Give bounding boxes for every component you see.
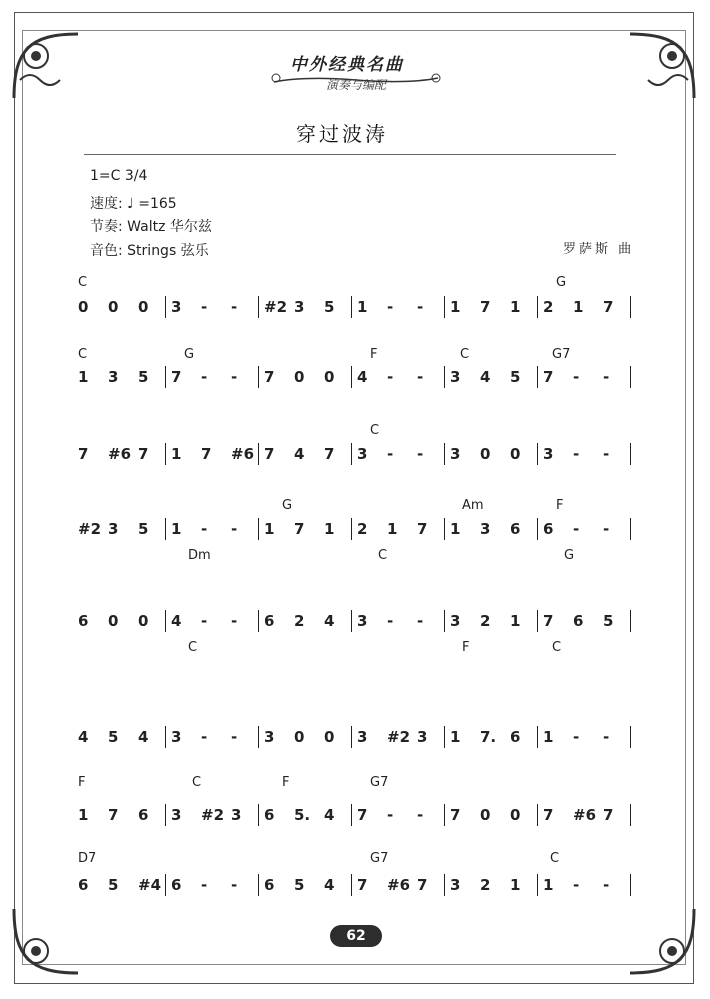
note: 2 — [543, 298, 554, 316]
bar-line — [258, 366, 259, 388]
bar-line — [258, 804, 259, 826]
note: 4 — [171, 612, 182, 630]
bar-line — [258, 610, 259, 632]
tempo-label: 速度: — [90, 196, 123, 212]
tempo — [90, 193, 177, 213]
note: #6 — [231, 445, 255, 463]
note: 3 — [108, 520, 119, 538]
note: - — [201, 612, 208, 630]
note: #2 — [387, 728, 411, 746]
note: 0 — [480, 445, 491, 463]
note: 1 — [357, 298, 368, 316]
note: 1 — [264, 520, 275, 538]
note: 4 — [480, 368, 491, 386]
note: - — [417, 806, 424, 824]
note: - — [573, 445, 580, 463]
note: 6 — [264, 612, 275, 630]
note: - — [417, 612, 424, 630]
note: 5 — [510, 368, 521, 386]
note: 0 — [294, 728, 305, 746]
chord-symbol: F — [370, 347, 378, 362]
note: 4 — [357, 368, 368, 386]
note: 3 — [357, 612, 368, 630]
note: 3 — [231, 806, 242, 824]
chord-symbol: G7 — [552, 347, 571, 362]
note: 0 — [510, 806, 521, 824]
bar-line — [351, 443, 352, 465]
note: - — [387, 298, 394, 316]
bar-line — [444, 726, 445, 748]
note: - — [231, 728, 238, 746]
chord-symbol: F — [282, 775, 290, 790]
chord-symbol: C — [188, 640, 198, 655]
chord-symbol: G7 — [370, 775, 389, 790]
chord-symbol: G — [556, 275, 567, 290]
chord-symbol: C — [78, 275, 88, 290]
book-title: 中外经典名曲 — [290, 55, 404, 75]
bar-line — [630, 804, 631, 826]
note: 5 — [138, 368, 149, 386]
chord-symbol: D7 — [78, 851, 97, 866]
note: 1 — [510, 298, 521, 316]
bar-line — [351, 296, 352, 318]
note: 7 — [264, 368, 275, 386]
bar-line — [165, 518, 166, 540]
note: - — [573, 520, 580, 538]
note: 3 — [108, 368, 119, 386]
bar-line — [444, 804, 445, 826]
bar-line — [165, 610, 166, 632]
note: 4 — [324, 806, 335, 824]
note: 3 — [417, 728, 428, 746]
note: 5 — [603, 612, 614, 630]
note: 4 — [138, 728, 149, 746]
bar-line — [630, 726, 631, 748]
bar-line — [165, 366, 166, 388]
page-number: 62 — [330, 925, 382, 947]
note: 3 — [357, 445, 368, 463]
note: 6 — [573, 612, 584, 630]
tone-instrument: 音色: Strings 弦乐 — [90, 243, 209, 259]
note: #6 — [387, 876, 411, 894]
bar-line — [537, 366, 538, 388]
note: #4 — [138, 876, 162, 894]
note: 2 — [480, 612, 491, 630]
note: 0 — [108, 298, 119, 316]
note: 7 — [138, 445, 149, 463]
note: 1 — [387, 520, 398, 538]
note: 7 — [450, 806, 461, 824]
bar-line — [351, 726, 352, 748]
bar-line — [537, 804, 538, 826]
note: 7 — [108, 806, 119, 824]
note: - — [603, 520, 610, 538]
note: 3 — [294, 298, 305, 316]
note: 7 — [201, 445, 212, 463]
note: #2 — [78, 520, 102, 538]
note: 4 — [78, 728, 89, 746]
note: 1 — [450, 298, 461, 316]
note: 0 — [78, 298, 89, 316]
note: 7 — [171, 368, 182, 386]
note: 3 — [171, 298, 182, 316]
note: - — [603, 368, 610, 386]
bar-line — [258, 726, 259, 748]
note: - — [387, 806, 394, 824]
note: 5 — [294, 876, 305, 894]
chord-symbol: C — [78, 347, 88, 362]
book-subtitle: 演奏与编配 — [326, 78, 387, 92]
note: 6 — [78, 876, 89, 894]
note: 7 — [324, 445, 335, 463]
note: 1 — [573, 298, 584, 316]
bar-line — [444, 518, 445, 540]
note: 1 — [78, 806, 89, 824]
note: 3 — [450, 445, 461, 463]
note: 4 — [324, 612, 335, 630]
note: - — [231, 298, 238, 316]
note: 0 — [324, 368, 335, 386]
bar-line — [537, 443, 538, 465]
note: 3 — [171, 728, 182, 746]
bar-line — [444, 443, 445, 465]
note: 5 — [138, 520, 149, 538]
chord-symbol: C — [460, 347, 470, 362]
note: - — [387, 445, 394, 463]
note: 0 — [108, 612, 119, 630]
note: 5 — [324, 298, 335, 316]
ornament-bottom-left-icon — [10, 905, 82, 977]
bar-line — [630, 518, 631, 540]
chord-symbol: F — [556, 498, 564, 513]
bar-line — [537, 296, 538, 318]
note: 4 — [294, 445, 305, 463]
chord-symbol: G — [564, 548, 575, 563]
bar-line — [351, 366, 352, 388]
note: 1 — [543, 876, 554, 894]
note: 1 — [510, 612, 521, 630]
bar-line — [165, 874, 166, 896]
note: 6 — [543, 520, 554, 538]
note: 7 — [480, 298, 491, 316]
note: - — [417, 298, 424, 316]
note: 7 — [543, 806, 554, 824]
note: - — [201, 728, 208, 746]
note: 3 — [357, 728, 368, 746]
quarter-note-icon: ♩ — [127, 196, 134, 212]
note: 7 — [264, 445, 275, 463]
note: 7 — [543, 612, 554, 630]
note: - — [603, 445, 610, 463]
note: 0 — [294, 368, 305, 386]
note: 3 — [264, 728, 275, 746]
key-time-signature: 1=C 3/4 — [90, 168, 148, 184]
note: - — [231, 520, 238, 538]
bar-line — [537, 610, 538, 632]
bar-line — [351, 804, 352, 826]
note: - — [201, 298, 208, 316]
bar-line — [630, 874, 631, 896]
note: #6 — [108, 445, 132, 463]
bar-line — [444, 296, 445, 318]
bar-line — [630, 296, 631, 318]
note: 7 — [294, 520, 305, 538]
bar-line — [165, 804, 166, 826]
note: - — [231, 876, 238, 894]
bar-line — [258, 296, 259, 318]
bar-line — [444, 610, 445, 632]
chord-symbol: G7 — [370, 851, 389, 866]
note: 3 — [480, 520, 491, 538]
note: #2 — [201, 806, 225, 824]
note: 6 — [171, 876, 182, 894]
note: 3 — [543, 445, 554, 463]
note: 0 — [138, 298, 149, 316]
chord-symbol: Dm — [188, 548, 211, 563]
bar-line — [258, 874, 259, 896]
bar-line — [537, 874, 538, 896]
ornament-top-right-icon — [626, 30, 698, 102]
note: 1 — [171, 520, 182, 538]
note: 0 — [138, 612, 149, 630]
note: 2 — [357, 520, 368, 538]
note: 5 — [108, 876, 119, 894]
note: 7 — [357, 806, 368, 824]
bar-line — [630, 443, 631, 465]
note: 7 — [417, 876, 428, 894]
note: 1 — [450, 728, 461, 746]
note: 6 — [78, 612, 89, 630]
note: 3 — [171, 806, 182, 824]
note: - — [201, 368, 208, 386]
note: 6 — [264, 876, 275, 894]
bar-line — [351, 874, 352, 896]
note: 4 — [324, 876, 335, 894]
chord-symbol: C — [550, 851, 560, 866]
ornament-top-left-icon — [10, 30, 82, 102]
bar-line — [351, 610, 352, 632]
chord-symbol: F — [78, 775, 86, 790]
note: - — [603, 728, 610, 746]
note: 7 — [417, 520, 428, 538]
note: - — [573, 876, 580, 894]
bar-line — [630, 610, 631, 632]
note: 7 — [603, 298, 614, 316]
note: 2 — [294, 612, 305, 630]
note: 3 — [450, 612, 461, 630]
chord-symbol: C — [552, 640, 562, 655]
note: - — [573, 368, 580, 386]
note: 1 — [510, 876, 521, 894]
note: 7. — [480, 728, 497, 746]
chord-symbol: C — [370, 423, 380, 438]
note: 0 — [480, 806, 491, 824]
note: - — [387, 612, 394, 630]
chord-symbol: C — [192, 775, 202, 790]
bar-line — [444, 366, 445, 388]
chord-symbol: Am — [462, 498, 484, 513]
composer: 罗萨斯 曲 — [563, 242, 635, 257]
chord-symbol: F — [462, 640, 470, 655]
note: 6 — [138, 806, 149, 824]
note: - — [201, 876, 208, 894]
bar-line — [537, 518, 538, 540]
rhythm-style: 节奏: Waltz 华尔兹 — [90, 219, 212, 235]
chord-symbol: G — [282, 498, 293, 513]
note: 1 — [324, 520, 335, 538]
bar-line — [165, 443, 166, 465]
note: 0 — [510, 445, 521, 463]
note: - — [387, 368, 394, 386]
bar-line — [630, 366, 631, 388]
bar-line — [351, 518, 352, 540]
bar-line — [444, 874, 445, 896]
note: 3 — [450, 368, 461, 386]
bar-line — [165, 296, 166, 318]
note: 1 — [450, 520, 461, 538]
bar-line — [165, 726, 166, 748]
ornament-bottom-right-icon — [626, 905, 698, 977]
note: 0 — [324, 728, 335, 746]
note: 7 — [603, 806, 614, 824]
note: 2 — [480, 876, 491, 894]
bar-line — [537, 726, 538, 748]
note: 1 — [543, 728, 554, 746]
note: 6 — [510, 520, 521, 538]
note: 7 — [357, 876, 368, 894]
note: #6 — [573, 806, 597, 824]
bar-line — [258, 443, 259, 465]
note: 7 — [543, 368, 554, 386]
note: #2 — [264, 298, 288, 316]
note: - — [603, 876, 610, 894]
tempo-value: =165 — [138, 196, 177, 212]
note: - — [417, 368, 424, 386]
note: 1 — [171, 445, 182, 463]
note: - — [201, 520, 208, 538]
song-title: 穿过波涛 — [296, 122, 388, 146]
note: 6 — [510, 728, 521, 746]
note: - — [417, 445, 424, 463]
bar-line — [258, 518, 259, 540]
chord-symbol: C — [378, 548, 388, 563]
note: 1 — [78, 368, 89, 386]
note: - — [231, 612, 238, 630]
note: - — [573, 728, 580, 746]
note: 3 — [450, 876, 461, 894]
note: 5. — [294, 806, 311, 824]
note: 7 — [78, 445, 89, 463]
title-rule — [84, 154, 616, 155]
chord-symbol: G — [184, 347, 195, 362]
note: - — [231, 368, 238, 386]
note: 6 — [264, 806, 275, 824]
note: 5 — [108, 728, 119, 746]
